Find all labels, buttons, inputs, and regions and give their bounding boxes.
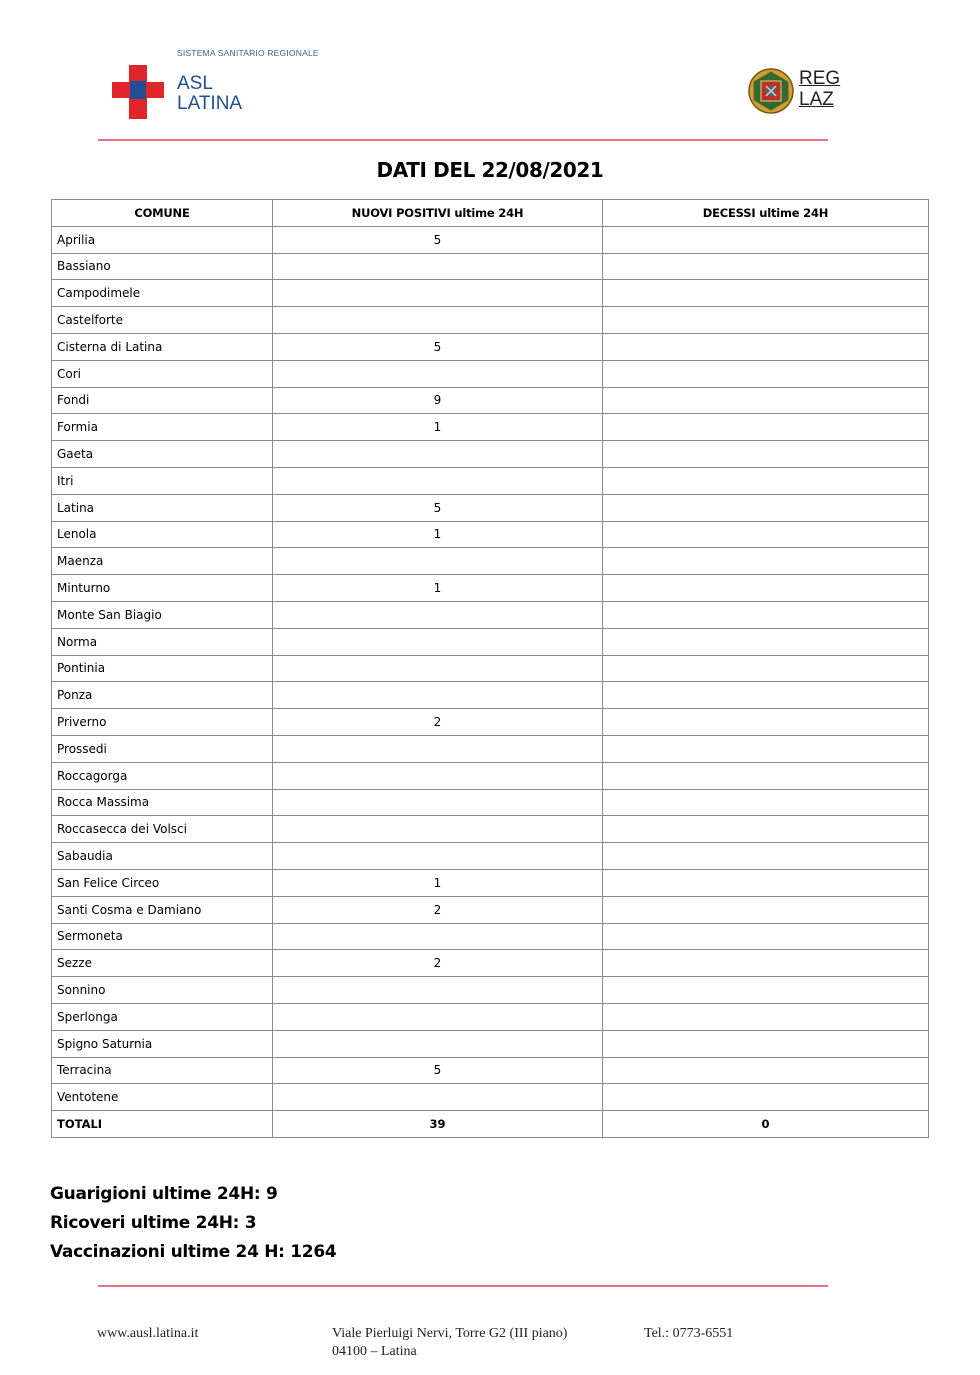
nuovi-positivi-cell <box>273 977 603 1004</box>
decessi-cell <box>603 441 929 468</box>
decessi-cell <box>603 307 929 334</box>
column-header-comune: COMUNE <box>52 200 273 227</box>
comune-cell: Roccagorga <box>52 762 273 789</box>
table-row <box>52 226 929 253</box>
decessi-cell <box>603 1057 929 1084</box>
page-header <box>0 0 841 150</box>
comune-cell: Castelforte <box>52 307 273 334</box>
decessi-cell <box>603 896 929 923</box>
decessi-cell <box>603 1030 929 1057</box>
nuovi-positivi-cell <box>273 655 603 682</box>
comune-cell: Sezze <box>52 950 273 977</box>
nuovi-positivi-cell: 1 <box>273 414 603 441</box>
table-row <box>52 816 929 843</box>
table-row <box>52 1003 929 1030</box>
decessi-cell <box>603 333 929 360</box>
comune-cell: Ventotene <box>52 1084 273 1111</box>
decessi-cell <box>603 387 929 414</box>
comune-cell: Formia <box>52 414 273 441</box>
vaccinazioni-text: Vaccinazioni ultime 24 H: 1264 <box>50 1242 337 1262</box>
table-row <box>52 253 929 280</box>
table-row <box>52 494 929 521</box>
covid-data-table <box>51 199 929 1138</box>
footer-website: www.ausl.latina.it <box>97 1326 199 1341</box>
decessi-cell <box>603 575 929 602</box>
nuovi-positivi-cell: 5 <box>273 226 603 253</box>
table-row <box>52 628 929 655</box>
decessi-cell <box>603 709 929 736</box>
nuovi-positivi-cell <box>273 601 603 628</box>
table-row <box>52 682 929 709</box>
system-label: SISTEMA SANITARIO REGIONALE <box>177 48 319 58</box>
comune-cell: Norma <box>52 628 273 655</box>
nuovi-positivi-cell: 2 <box>273 896 603 923</box>
comune-cell: Priverno <box>52 709 273 736</box>
table-row <box>52 441 929 468</box>
comune-cell: Bassiano <box>52 253 273 280</box>
nuovi-positivi-cell: 5 <box>273 1057 603 1084</box>
table-row <box>52 360 929 387</box>
comune-cell: Minturno <box>52 575 273 602</box>
decessi-cell <box>603 226 929 253</box>
table-row <box>52 280 929 307</box>
nuovi-positivi-cell: 1 <box>273 575 603 602</box>
comune-cell: Aprilia <box>52 226 273 253</box>
table-row <box>52 977 929 1004</box>
table-row <box>52 762 929 789</box>
asl-line-2: LATINA <box>177 93 243 114</box>
comune-cell: Cori <box>52 360 273 387</box>
decessi-cell <box>603 253 929 280</box>
nuovi-positivi-cell <box>273 441 603 468</box>
decessi-cell <box>603 735 929 762</box>
asl-logo-cross-icon <box>112 65 164 119</box>
decessi-cell <box>603 360 929 387</box>
table-row <box>52 950 929 977</box>
nuovi-positivi-cell: 1 <box>273 869 603 896</box>
comune-cell: Gaeta <box>52 441 273 468</box>
decessi-cell <box>603 280 929 307</box>
header-divider <box>98 139 828 141</box>
asl-line-1: ASL <box>177 73 213 94</box>
decessi-cell <box>603 628 929 655</box>
totals-decessi: 0 <box>603 1111 929 1138</box>
decessi-cell <box>603 789 929 816</box>
decessi-cell <box>603 494 929 521</box>
comune-cell: Campodimele <box>52 280 273 307</box>
comune-cell: Fondi <box>52 387 273 414</box>
totals-label: TOTALI <box>52 1111 273 1138</box>
decessi-cell <box>603 1084 929 1111</box>
regione-lazio-text <box>799 68 840 110</box>
decessi-cell <box>603 467 929 494</box>
comune-cell: Roccasecca dei Volsci <box>52 816 273 843</box>
summary-block <box>50 1180 336 1267</box>
table-row <box>52 735 929 762</box>
table-row <box>52 575 929 602</box>
comune-cell: Pontinia <box>52 655 273 682</box>
nuovi-positivi-cell: 1 <box>273 521 603 548</box>
comune-cell: Sermoneta <box>52 923 273 950</box>
table-row <box>52 1030 929 1057</box>
footer-telephone: Tel.: 0773-6551 <box>644 1326 734 1341</box>
comune-cell: Spigno Saturnia <box>52 1030 273 1057</box>
decessi-cell <box>603 548 929 575</box>
comune-cell: Sonnino <box>52 977 273 1004</box>
nuovi-positivi-cell <box>273 360 603 387</box>
table-row <box>52 601 929 628</box>
comune-cell: Lenola <box>52 521 273 548</box>
comune-cell: Monte San Biagio <box>52 601 273 628</box>
nuovi-positivi-cell <box>273 1003 603 1030</box>
asl-logo-text <box>177 74 242 114</box>
table-row <box>52 896 929 923</box>
comune-cell: Sperlonga <box>52 1003 273 1030</box>
comune-cell: Prossedi <box>52 735 273 762</box>
nuovi-positivi-cell: 2 <box>273 709 603 736</box>
comune-cell: Cisterna di Latina <box>52 333 273 360</box>
footer-divider <box>98 1285 828 1287</box>
document-title: DATI DEL 22/08/2021 <box>376 158 604 182</box>
totals-positivi: 39 <box>273 1111 603 1138</box>
decessi-cell <box>603 923 929 950</box>
decessi-cell <box>603 655 929 682</box>
nuovi-positivi-cell: 5 <box>273 494 603 521</box>
table-row <box>52 467 929 494</box>
decessi-cell <box>603 601 929 628</box>
decessi-cell <box>603 869 929 896</box>
regione-lazio-emblem-icon <box>748 68 794 114</box>
comune-cell: Santi Cosma e Damiano <box>52 896 273 923</box>
guarigioni-text: Guarigioni ultime 24H: 9 <box>50 1184 278 1204</box>
nuovi-positivi-cell <box>273 816 603 843</box>
comune-cell: San Felice Circeo <box>52 869 273 896</box>
table-row <box>52 843 929 870</box>
table-row <box>52 1057 929 1084</box>
decessi-cell <box>603 1003 929 1030</box>
table-row <box>52 414 929 441</box>
nuovi-positivi-cell <box>273 307 603 334</box>
nuovi-positivi-cell <box>273 923 603 950</box>
comune-cell: Maenza <box>52 548 273 575</box>
comune-cell: Itri <box>52 467 273 494</box>
table-row <box>52 333 929 360</box>
decessi-cell <box>603 414 929 441</box>
decessi-cell <box>603 762 929 789</box>
table-row <box>52 789 929 816</box>
nuovi-positivi-cell: 9 <box>273 387 603 414</box>
comune-cell: Terracina <box>52 1057 273 1084</box>
column-header-decessi: DECESSI ultime 24H <box>603 200 929 227</box>
decessi-cell <box>603 977 929 1004</box>
nuovi-positivi-cell <box>273 280 603 307</box>
footer-address-line-1: Viale Pierluigi Nervi, Torre G2 (III piano) <box>332 1326 568 1341</box>
decessi-cell <box>603 682 929 709</box>
table-row <box>52 521 929 548</box>
nuovi-positivi-cell <box>273 789 603 816</box>
nuovi-positivi-cell <box>273 843 603 870</box>
nuovi-positivi-cell <box>273 1084 603 1111</box>
table-row <box>52 709 929 736</box>
comune-cell: Ponza <box>52 682 273 709</box>
nuovi-positivi-cell: 2 <box>273 950 603 977</box>
table-row <box>52 1084 929 1111</box>
table-row <box>52 655 929 682</box>
nuovi-positivi-cell: 5 <box>273 333 603 360</box>
table-row <box>52 548 929 575</box>
nuovi-positivi-cell <box>273 253 603 280</box>
table-header-row <box>52 200 929 227</box>
totals-row <box>52 1111 929 1138</box>
decessi-cell <box>603 950 929 977</box>
nuovi-positivi-cell <box>273 762 603 789</box>
nuovi-positivi-cell <box>273 628 603 655</box>
footer-address <box>332 1325 567 1361</box>
table-row <box>52 869 929 896</box>
footer-address-line-2: 04100 – Latina <box>332 1344 417 1359</box>
table-row <box>52 923 929 950</box>
comune-cell: Sabaudia <box>52 843 273 870</box>
nuovi-positivi-cell <box>273 1030 603 1057</box>
region-line-1: REG <box>799 68 841 89</box>
column-header-nuovi-positivi: NUOVI POSITIVI ultime 24H <box>273 200 603 227</box>
comune-cell: Latina <box>52 494 273 521</box>
nuovi-positivi-cell <box>273 682 603 709</box>
region-line-2: LAZ <box>799 89 834 110</box>
comune-cell: Rocca Massima <box>52 789 273 816</box>
decessi-cell <box>603 843 929 870</box>
decessi-cell <box>603 816 929 843</box>
nuovi-positivi-cell <box>273 735 603 762</box>
nuovi-positivi-cell <box>273 467 603 494</box>
nuovi-positivi-cell <box>273 548 603 575</box>
table-row <box>52 307 929 334</box>
decessi-cell <box>603 521 929 548</box>
ricoveri-text: Ricoveri ultime 24H: 3 <box>50 1213 257 1233</box>
table-row <box>52 387 929 414</box>
